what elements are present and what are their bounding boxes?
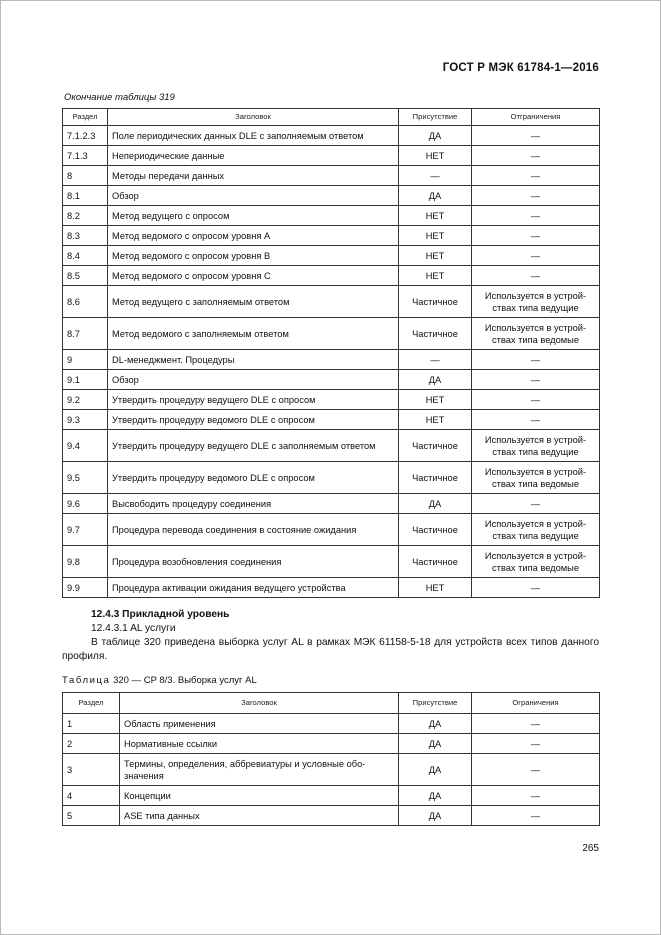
cell-title: Процедура перевода соединения в состояние ожидания [108,514,399,546]
cell-title: Обзор [108,370,399,390]
cell-restrictions: Используется в устрой-ствах типа ведущие [472,514,600,546]
cell-title: Утвердить процедуру ведомого DLE с опросом [108,410,399,430]
cell-presence: Частичное [399,318,472,350]
cell-presence: ДА [399,370,472,390]
cell-presence: ДА [399,126,472,146]
cell-title: Утвердить процедуру ведущего DLE с опросом [108,390,399,410]
table-row [63,286,600,318]
table-row [63,806,600,826]
cell-section: 7.1.2.3 [63,126,108,146]
cell-restrictions: — [472,350,600,370]
cell-restrictions: Используется в устрой-ствах типа ведомые [472,318,600,350]
table-319-body [63,126,600,598]
table-row [63,370,600,390]
table-319 [62,108,600,598]
table-row [63,734,600,754]
cell-restrictions: — [472,370,600,390]
table-row [63,350,600,370]
table-row [63,166,600,186]
table-319-caption: Окончание таблицы 319 [64,92,175,103]
cell-section: 8 [63,166,108,186]
cell-section: 9.8 [63,546,108,578]
cell-presence: ДА [399,714,472,734]
cell-section: 9.5 [63,462,108,494]
cell-section: 9.6 [63,494,108,514]
cell-restrictions: — [472,714,600,734]
cell-section: 8.1 [63,186,108,206]
table-row [63,126,600,146]
cell-section: 9.4 [63,430,108,462]
cell-restrictions: — [472,806,600,826]
cell-title: Процедура возобновления соединения [108,546,399,578]
cell-title: Утвердить процедуру ведущего DLE с заполняемым ответом [108,430,399,462]
table-row [63,462,600,494]
cell-presence: НЕТ [399,146,472,166]
section-title: 12.4.3 Прикладной уровень [91,609,230,620]
cell-restrictions: — [472,146,600,166]
table-row [63,246,600,266]
cell-title: Метод ведомого с опросом уровня В [108,246,399,266]
cell-title: Методы передачи данных [108,166,399,186]
table-row [63,494,600,514]
col-header-restrictions: Отграничения [472,109,600,126]
cell-section: 2 [63,734,120,754]
cell-section: 8.4 [63,246,108,266]
table-320-caption-text: 320 — CP 8/3. Выборка услуг AL [110,675,257,686]
cell-title: Непериодические данные [108,146,399,166]
col-header-restrictions: Ограничения [472,693,600,714]
table-row [63,146,600,166]
cell-section: 1 [63,714,120,734]
cell-section: 3 [63,754,120,786]
table-row [63,714,600,734]
table-row [63,266,600,286]
cell-restrictions: — [472,126,600,146]
table-row [63,546,600,578]
cell-presence: Частичное [399,546,472,578]
cell-restrictions: — [472,226,600,246]
cell-title: Термины, определения, аббревиатуры и условные обо-значения [120,754,399,786]
cell-restrictions: Используется в устрой-ствах типа ведомые [472,462,600,494]
cell-restrictions: — [472,494,600,514]
cell-presence: НЕТ [399,206,472,226]
page-number: 265 [582,843,599,854]
cell-section: 9.1 [63,370,108,390]
cell-presence: ДА [399,806,472,826]
cell-restrictions: — [472,390,600,410]
table-header-row [63,693,600,714]
cell-title: Процедура активации ожидания ведущего устройства [108,578,399,598]
table-row [63,754,600,786]
col-header-presence: Присутствие [399,109,472,126]
table-row [63,318,600,350]
table-320-caption-word: Таблица [62,675,111,686]
table-row [63,186,600,206]
cell-presence: ДА [399,186,472,206]
cell-presence: Частичное [399,286,472,318]
table-row [63,514,600,546]
cell-title: Метод ведущего с опросом [108,206,399,226]
cell-section: 5 [63,806,120,826]
cell-title: Метод ведомого с заполняемым ответом [108,318,399,350]
table-header-row [63,109,600,126]
cell-title: Метод ведомого с опросом уровня С [108,266,399,286]
cell-title: Обзор [108,186,399,206]
cell-presence: — [399,166,472,186]
cell-restrictions: Используется в устрой-ствах типа ведущие [472,286,600,318]
cell-presence: ДА [399,494,472,514]
cell-restrictions: — [472,734,600,754]
cell-section: 9.7 [63,514,108,546]
cell-restrictions: Используется в устрой-ствах типа ведомые [472,546,600,578]
table-row [63,226,600,246]
cell-restrictions: — [472,206,600,226]
table-row [63,206,600,226]
cell-restrictions: — [472,410,600,430]
cell-section: 8.2 [63,206,108,226]
cell-restrictions: — [472,578,600,598]
cell-presence: Частичное [399,430,472,462]
cell-restrictions: Используется в устрой-ствах типа ведущие [472,430,600,462]
cell-restrictions: — [472,266,600,286]
cell-presence: НЕТ [399,410,472,430]
cell-title: Концепции [120,786,399,806]
cell-restrictions: — [472,246,600,266]
cell-presence: Частичное [399,462,472,494]
cell-section: 9.3 [63,410,108,430]
cell-section: 9.9 [63,578,108,598]
section-12-4-3 [62,608,599,664]
cell-presence: НЕТ [399,226,472,246]
cell-presence: ДА [399,786,472,806]
col-header-title: Заголовок [120,693,399,714]
standard-header: ГОСТ Р МЭК 61784-1—2016 [442,62,599,74]
col-header-section: Раздел [63,109,108,126]
cell-presence: НЕТ [399,246,472,266]
cell-presence: — [399,350,472,370]
cell-title: Утвердить процедуру ведомого DLE с опросом [108,462,399,494]
cell-restrictions: — [472,166,600,186]
cell-presence: НЕТ [399,266,472,286]
cell-title: Область применения [120,714,399,734]
cell-section: 8.6 [63,286,108,318]
cell-presence: ДА [399,754,472,786]
cell-title: DL-менеджмент. Процедуры [108,350,399,370]
table-row [63,390,600,410]
cell-title: Метод ведущего с заполняемым ответом [108,286,399,318]
table-320 [62,692,600,826]
cell-section: 8.3 [63,226,108,246]
cell-presence: НЕТ [399,390,472,410]
cell-section: 8.5 [63,266,108,286]
cell-restrictions: — [472,754,600,786]
cell-section: 7.1.3 [63,146,108,166]
table-row [63,410,600,430]
section-paragraph: В таблице 320 приведена выборка услуг AL в рамках МЭК 61158-5-18 для устройств всех типов данного профиля. [62,637,599,662]
col-header-section: Раздел [63,693,120,714]
cell-section: 8.7 [63,318,108,350]
table-row [63,578,600,598]
section-subtitle: 12.4.3.1 AL услуги [91,623,176,634]
cell-title: Метод ведомого с опросом уровня А [108,226,399,246]
cell-section: 9 [63,350,108,370]
cell-title: Высвободить процедуру соединения [108,494,399,514]
cell-presence: ДА [399,734,472,754]
cell-title: ASE типа данных [120,806,399,826]
cell-restrictions: — [472,186,600,206]
cell-restrictions: — [472,786,600,806]
col-header-title: Заголовок [108,109,399,126]
col-header-presence: Присутствие [399,693,472,714]
cell-title: Поле периодических данных DLE с заполняемым ответом [108,126,399,146]
cell-section: 9.2 [63,390,108,410]
table-320-caption [62,675,257,686]
cell-presence: Частичное [399,514,472,546]
table-row [63,430,600,462]
cell-title: Нормативные ссылки [120,734,399,754]
table-320-body [63,714,600,826]
cell-section: 4 [63,786,120,806]
cell-presence: НЕТ [399,578,472,598]
table-row [63,786,600,806]
